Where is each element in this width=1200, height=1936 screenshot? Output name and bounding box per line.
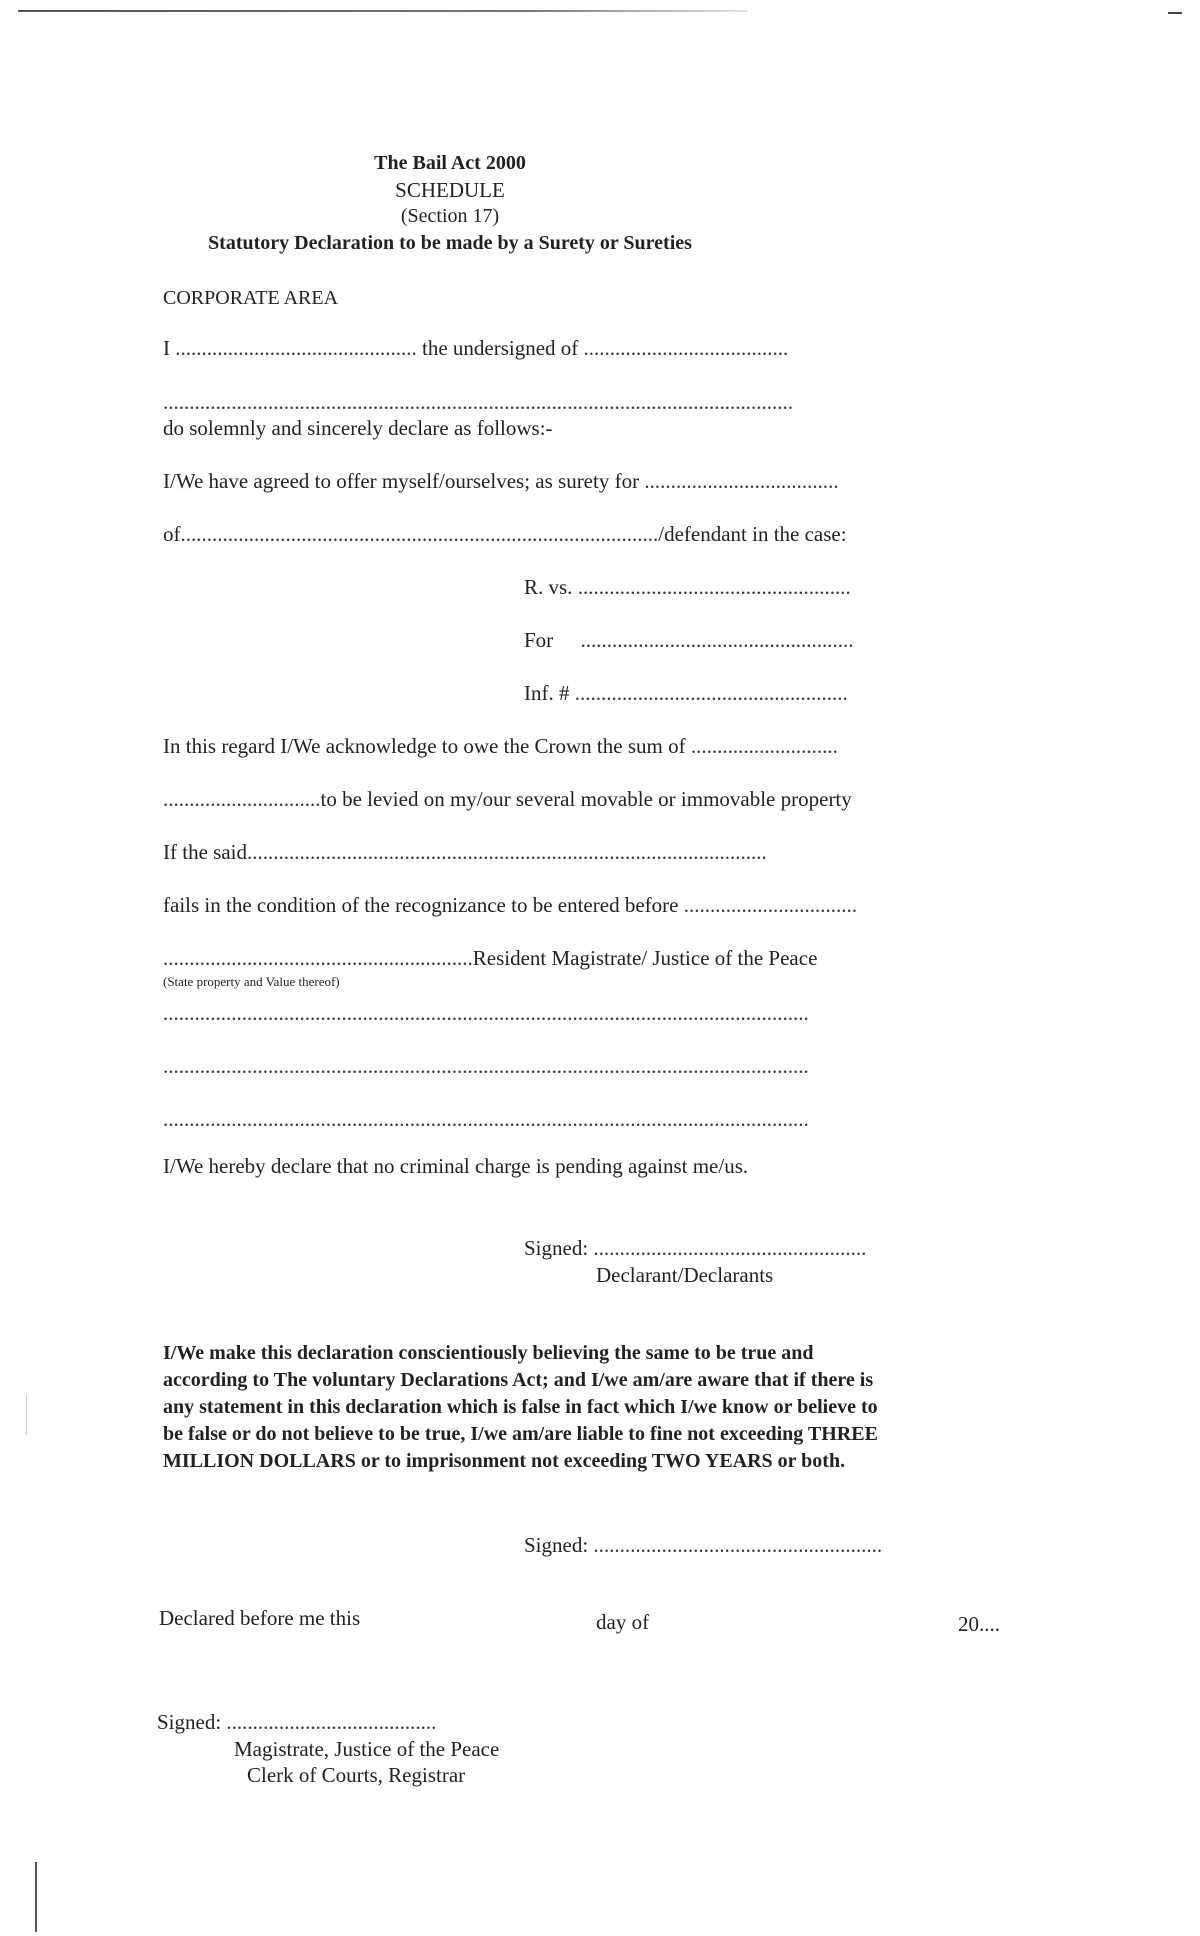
signed-label: Signed: xyxy=(524,1236,589,1260)
declaration-title: Statutory Declaration to be made by a Surety or Sureties xyxy=(208,232,692,254)
statement-line: MILLION DOLLARS or to imprisonment not exceeding TWO YEARS or both. xyxy=(163,1450,846,1472)
levied-blank: .............................. xyxy=(163,787,321,811)
inf-label: Inf. # xyxy=(524,681,570,705)
property-note: (State property and Value thereof) xyxy=(163,974,340,989)
no-charge-text: I/We hereby declare that no criminal charge is pending against me/us. xyxy=(163,1154,749,1178)
surety-line xyxy=(163,471,839,492)
defendant-text: /defendant in the case: xyxy=(658,522,847,546)
fails-text: fails in the condition of the recognizance to be entered before xyxy=(163,893,679,917)
magistrate-text: Resident Magistrate/ Justice of the Peace xyxy=(472,946,818,970)
signed-label: Signed: xyxy=(157,1710,222,1734)
scan-edge-line xyxy=(35,1862,37,1932)
scan-edge-line xyxy=(18,10,748,12)
undersigned-text: the undersigned of xyxy=(416,336,579,360)
act-title: The Bail Act 2000 xyxy=(374,152,526,174)
levied-line xyxy=(163,789,852,810)
acknowledge-line xyxy=(163,736,838,757)
property-blank: ........................................................................................................................... xyxy=(163,1107,809,1131)
schedule-title: SCHEDULE xyxy=(395,178,505,202)
statement-line: according to The voluntary Declarations Act; and I/we am/are aware that if there is xyxy=(163,1369,874,1391)
for-label: For xyxy=(524,628,554,652)
for-line xyxy=(524,630,853,651)
property-blank: ........................................................................................................................... xyxy=(163,1054,809,1078)
inf-blank: .................................................... xyxy=(569,681,848,705)
surety-text: I/We have agreed to offer myself/ourselves; as surety for xyxy=(163,469,640,493)
statutory-statement xyxy=(163,1340,1033,1475)
signature-blank: .................................................... xyxy=(588,1236,867,1260)
scan-edge-mark xyxy=(1168,12,1182,14)
levied-text: to be levied on my/our several movable or immovable property xyxy=(320,787,852,811)
declare-text: do solemnly and sincerely declare as follows:- xyxy=(163,416,553,440)
declarant-role: Declarant/Declarants xyxy=(596,1263,774,1287)
fails-line xyxy=(163,895,857,916)
recognizance-blank: ................................. xyxy=(678,893,857,917)
inf-line xyxy=(524,683,848,704)
address-continuation-blank: ........................................................................................................................ xyxy=(163,390,793,414)
if-said-line xyxy=(163,842,767,863)
magistrate-line xyxy=(163,948,817,969)
year-text: 20.... xyxy=(958,1612,1000,1636)
signed-declarant-line xyxy=(524,1238,866,1259)
acknowledge-text: In this regard I/We acknowledge to owe the Crown the sum of xyxy=(163,734,686,758)
signature-blank: ....................................................... xyxy=(588,1533,883,1557)
for-blank: .................................................... xyxy=(580,628,854,652)
statement-line: be false or do not believe to be true, I/we am/are liable to fine not exceeding THREE xyxy=(163,1423,878,1445)
declarant-name-blank: .............................................. xyxy=(175,336,417,360)
officer-role-2: Clerk of Courts, Registrar xyxy=(247,1763,466,1787)
rvs-line xyxy=(524,577,851,598)
signature-blank: ........................................ xyxy=(221,1710,437,1734)
of-prefix: of xyxy=(163,522,181,546)
address-blank: ....................................... xyxy=(583,336,789,360)
rvs-blank: .................................................... xyxy=(572,575,851,599)
area-label: CORPORATE AREA xyxy=(163,287,339,309)
signed-officer-line xyxy=(157,1712,436,1733)
of-line xyxy=(163,524,847,545)
officer-role-1: Magistrate, Justice of the Peace xyxy=(234,1737,500,1761)
declarant-line xyxy=(163,338,788,359)
property-blank: ........................................................................................................................... xyxy=(163,1001,809,1025)
magistrate-blank: ........................................................... xyxy=(163,946,473,970)
declarant-prefix: I xyxy=(163,336,170,360)
scan-edge-mark xyxy=(26,1395,27,1435)
statement-line: any statement in this declaration which is false in fact which I/we know or believe to xyxy=(163,1396,878,1418)
signed-line-2 xyxy=(524,1535,882,1556)
section-ref: (Section 17) xyxy=(400,205,500,227)
statement-line: I/We make this declaration conscientiously believing the same to be true and xyxy=(163,1342,814,1364)
if-said-prefix: If the said xyxy=(163,840,247,864)
if-said-blank: ................................................................................................... xyxy=(246,840,767,864)
day-of-text: day of xyxy=(596,1610,650,1634)
rvs-label: R. vs. xyxy=(524,575,573,599)
surety-for-blank: ..................................... xyxy=(639,469,839,493)
of-blank: ........................................................................................... xyxy=(180,522,659,546)
declared-before-text: Declared before me this xyxy=(159,1606,361,1630)
sum-blank: ............................ xyxy=(690,734,838,758)
signed-label: Signed: xyxy=(524,1533,589,1557)
